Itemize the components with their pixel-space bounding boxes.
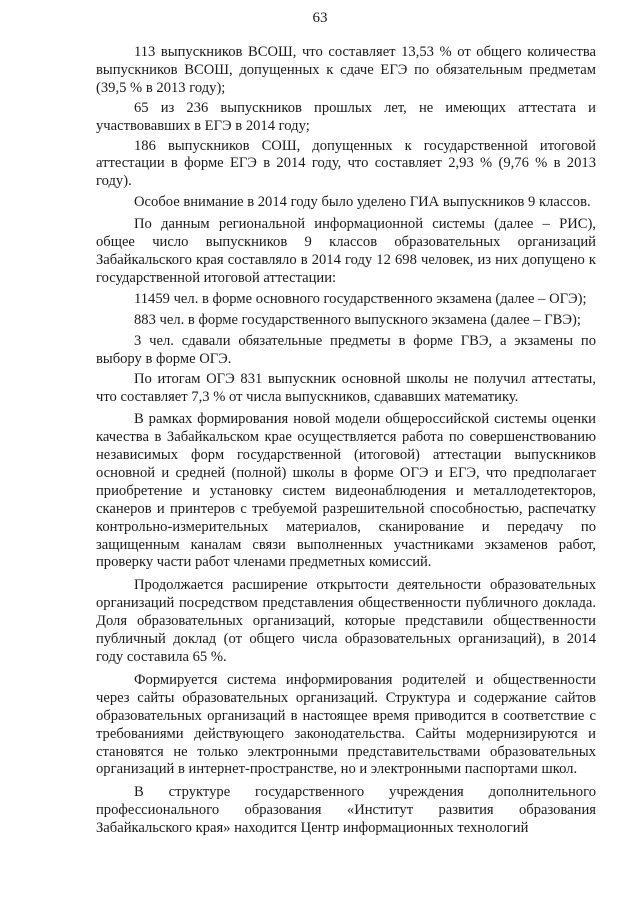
paragraph-sosh-graduates: 186 выпускников СОШ, допущенных к государственной итоговой аттестации в форме ЕГЭ в 2014 году, что составляет 2,93 % (9,76 % в 2013 году).: [96, 137, 596, 190]
paragraph-mixed-form: 3 чел. сдавали обязательные предметы в форме ГВЭ, а экзамены по выбору в форме ОГЭ.: [96, 332, 596, 367]
paragraph-institute-structure: В структуре государственного учреждения дополнительного профессионального образования «Институт развития образования Забайкальского края» находится Центр информационных технологий: [96, 784, 596, 837]
page-number: 63: [312, 10, 328, 26]
paragraph-vsosh-graduates: 113 выпускников ВСОШ, что составляет 13,53 % от общего количества выпускников ВСОШ, допущенных к сдаче ЕГЭ по обязательным предметам (39,5 % в 2013 году);: [96, 44, 596, 96]
paragraph-prior-years-graduates: 65 из 236 выпускников прошлых лет, не имеющих аттестата и участвовавших в ЕГЭ в 2014 году;: [96, 99, 596, 134]
document-body: [96, 44, 596, 838]
paragraph-gve-count: 883 чел. в форме государственного выпускного экзамена (далее – ГВЭ);: [134, 311, 581, 328]
paragraph-gia-9-classes: Особое внимание в 2014 году было уделено ГИА выпускников 9 классов.: [134, 194, 591, 211]
paragraph-public-report: Продолжается расширение открытости деятельности образовательных организаций посредством представления общественности публичного доклада. Доля образовательных организаций, которые представили общественности публичный доклад (от общего числа образовательных организаций), в 2014 году составила 65 %.: [96, 577, 596, 665]
paragraph-oge-count: 11459 чел. в форме основного государственного экзамена (далее – ОГЭ);: [134, 290, 587, 307]
paragraph-oge-results: По итогам ОГЭ 831 выпускник основной школы не получил аттестаты, что составляет 7,3 % от числа выпускников, сдававших математику.: [96, 371, 596, 406]
paragraph-quality-assessment: В рамках формирования новой модели общероссийской системы оценки качества в Забайкальском крае осуществляется работа по совершенствованию независимых форм государственной (итоговой) аттестации выпускников основной и средней (полной) школы в форме ОГЭ и ЕГЭ, что предполагает приобретение и установку систем видеонаблюдения и металлодетекторов, сканеров и принтеров с требуемой разрешительной способностью, распечатку контрольно-измерительных материалов, сканирование и передачу по защищенным каналам связи выполненных участниками экзаменов работ, проверку части работ членами предметных комиссий.: [96, 411, 596, 571]
paragraph-websites: Формируется система информирования родителей и общественности через сайты образовательных организаций. Структура и содержание сайтов образовательных организаций в настоящее время приводится в соответствие с требованиями действующего законодательства. Сайты модернизируются и становятся не только электронными представительствами образовательных организаций в интернет-пространстве, но и электронными паспортами школ.: [96, 671, 596, 778]
paragraph-ris-data: По данным региональной информационной системы (далее – РИС), общее число выпускников 9 классов образовательных организаций Забайкальского края составляло в 2014 году 12 698 человек, из них допущено к государственной итоговой аттестации:: [96, 216, 596, 286]
